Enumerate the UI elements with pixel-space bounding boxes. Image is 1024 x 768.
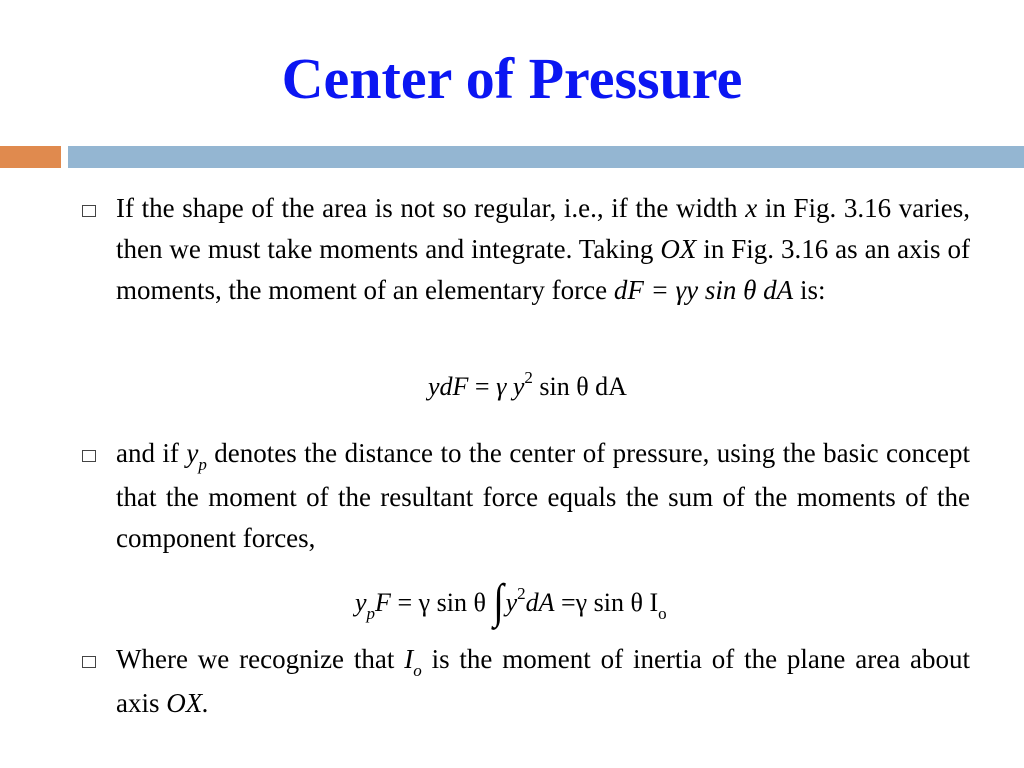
variable-io: I	[404, 644, 414, 674]
accent-bar-orange	[0, 146, 61, 168]
eq-da: dA	[525, 588, 555, 617]
eq-lhs: ydF	[428, 372, 469, 401]
equation-moment	[428, 368, 627, 402]
subscript-p: p	[198, 455, 207, 474]
text-segment: If the shape of the area is not so regular, i.e., if the width	[116, 193, 746, 223]
eq-f: F	[375, 588, 391, 617]
text-segment: in Fig. 3.16 as an axis of moments, the moment of an elementary force	[116, 234, 971, 305]
eq-io-subscript: o	[658, 604, 667, 623]
slide-title: Center of Pressure	[281, 46, 743, 111]
text-segment: in Fig. 3.16 varies, then we must take moments and integrate. Taking	[116, 193, 970, 264]
text-segment: denotes the distance to the center of pressure, using the basic concept that the moment of the resultant force equals the sum of the moments of the component forces,	[116, 438, 970, 553]
eq-exponent: 2	[517, 584, 526, 603]
equation-center-pressure	[355, 568, 667, 628]
bullet-text-1	[116, 188, 970, 311]
eq-gamma-sin: γ sin θ	[575, 588, 650, 617]
axis-ox: OX.	[166, 688, 209, 718]
bullet-marker-1	[82, 205, 96, 217]
eq-subscript: p	[366, 604, 376, 623]
integral-symbol: ∫	[493, 575, 505, 628]
axis-ox: OX	[660, 234, 697, 264]
eq-rest: sin θ dA	[532, 372, 627, 401]
text-segment: is:	[793, 275, 826, 305]
eq-y: y	[355, 588, 367, 617]
variable-x: x	[745, 193, 758, 223]
eq-sign: =	[468, 372, 497, 401]
eq-io: I	[649, 588, 659, 617]
accent-bar-blue	[68, 146, 1024, 168]
bullet-marker-2	[82, 450, 96, 462]
subscript-o: o	[413, 661, 422, 680]
bullet-text-2	[116, 433, 970, 559]
text-segment: and if	[116, 438, 187, 468]
bullet-marker-3	[82, 656, 96, 668]
eq-exponent: 2	[524, 368, 533, 387]
eq-y: y	[505, 588, 518, 617]
bullet-text-3	[116, 639, 970, 724]
variable-yp: y	[186, 438, 199, 468]
text-segment: Where we recognize that	[116, 644, 405, 674]
eq-sign: =	[554, 588, 576, 617]
eq-sign: =	[390, 588, 419, 617]
eq-y: y	[506, 372, 525, 401]
text-segment: is the moment of inertia of the plane area about axis	[116, 644, 971, 718]
eq-gamma-sin: γ sin θ	[418, 588, 493, 617]
eq-gamma: γ	[496, 372, 507, 401]
force-expression: dF = γy sin θ dA	[613, 275, 794, 305]
